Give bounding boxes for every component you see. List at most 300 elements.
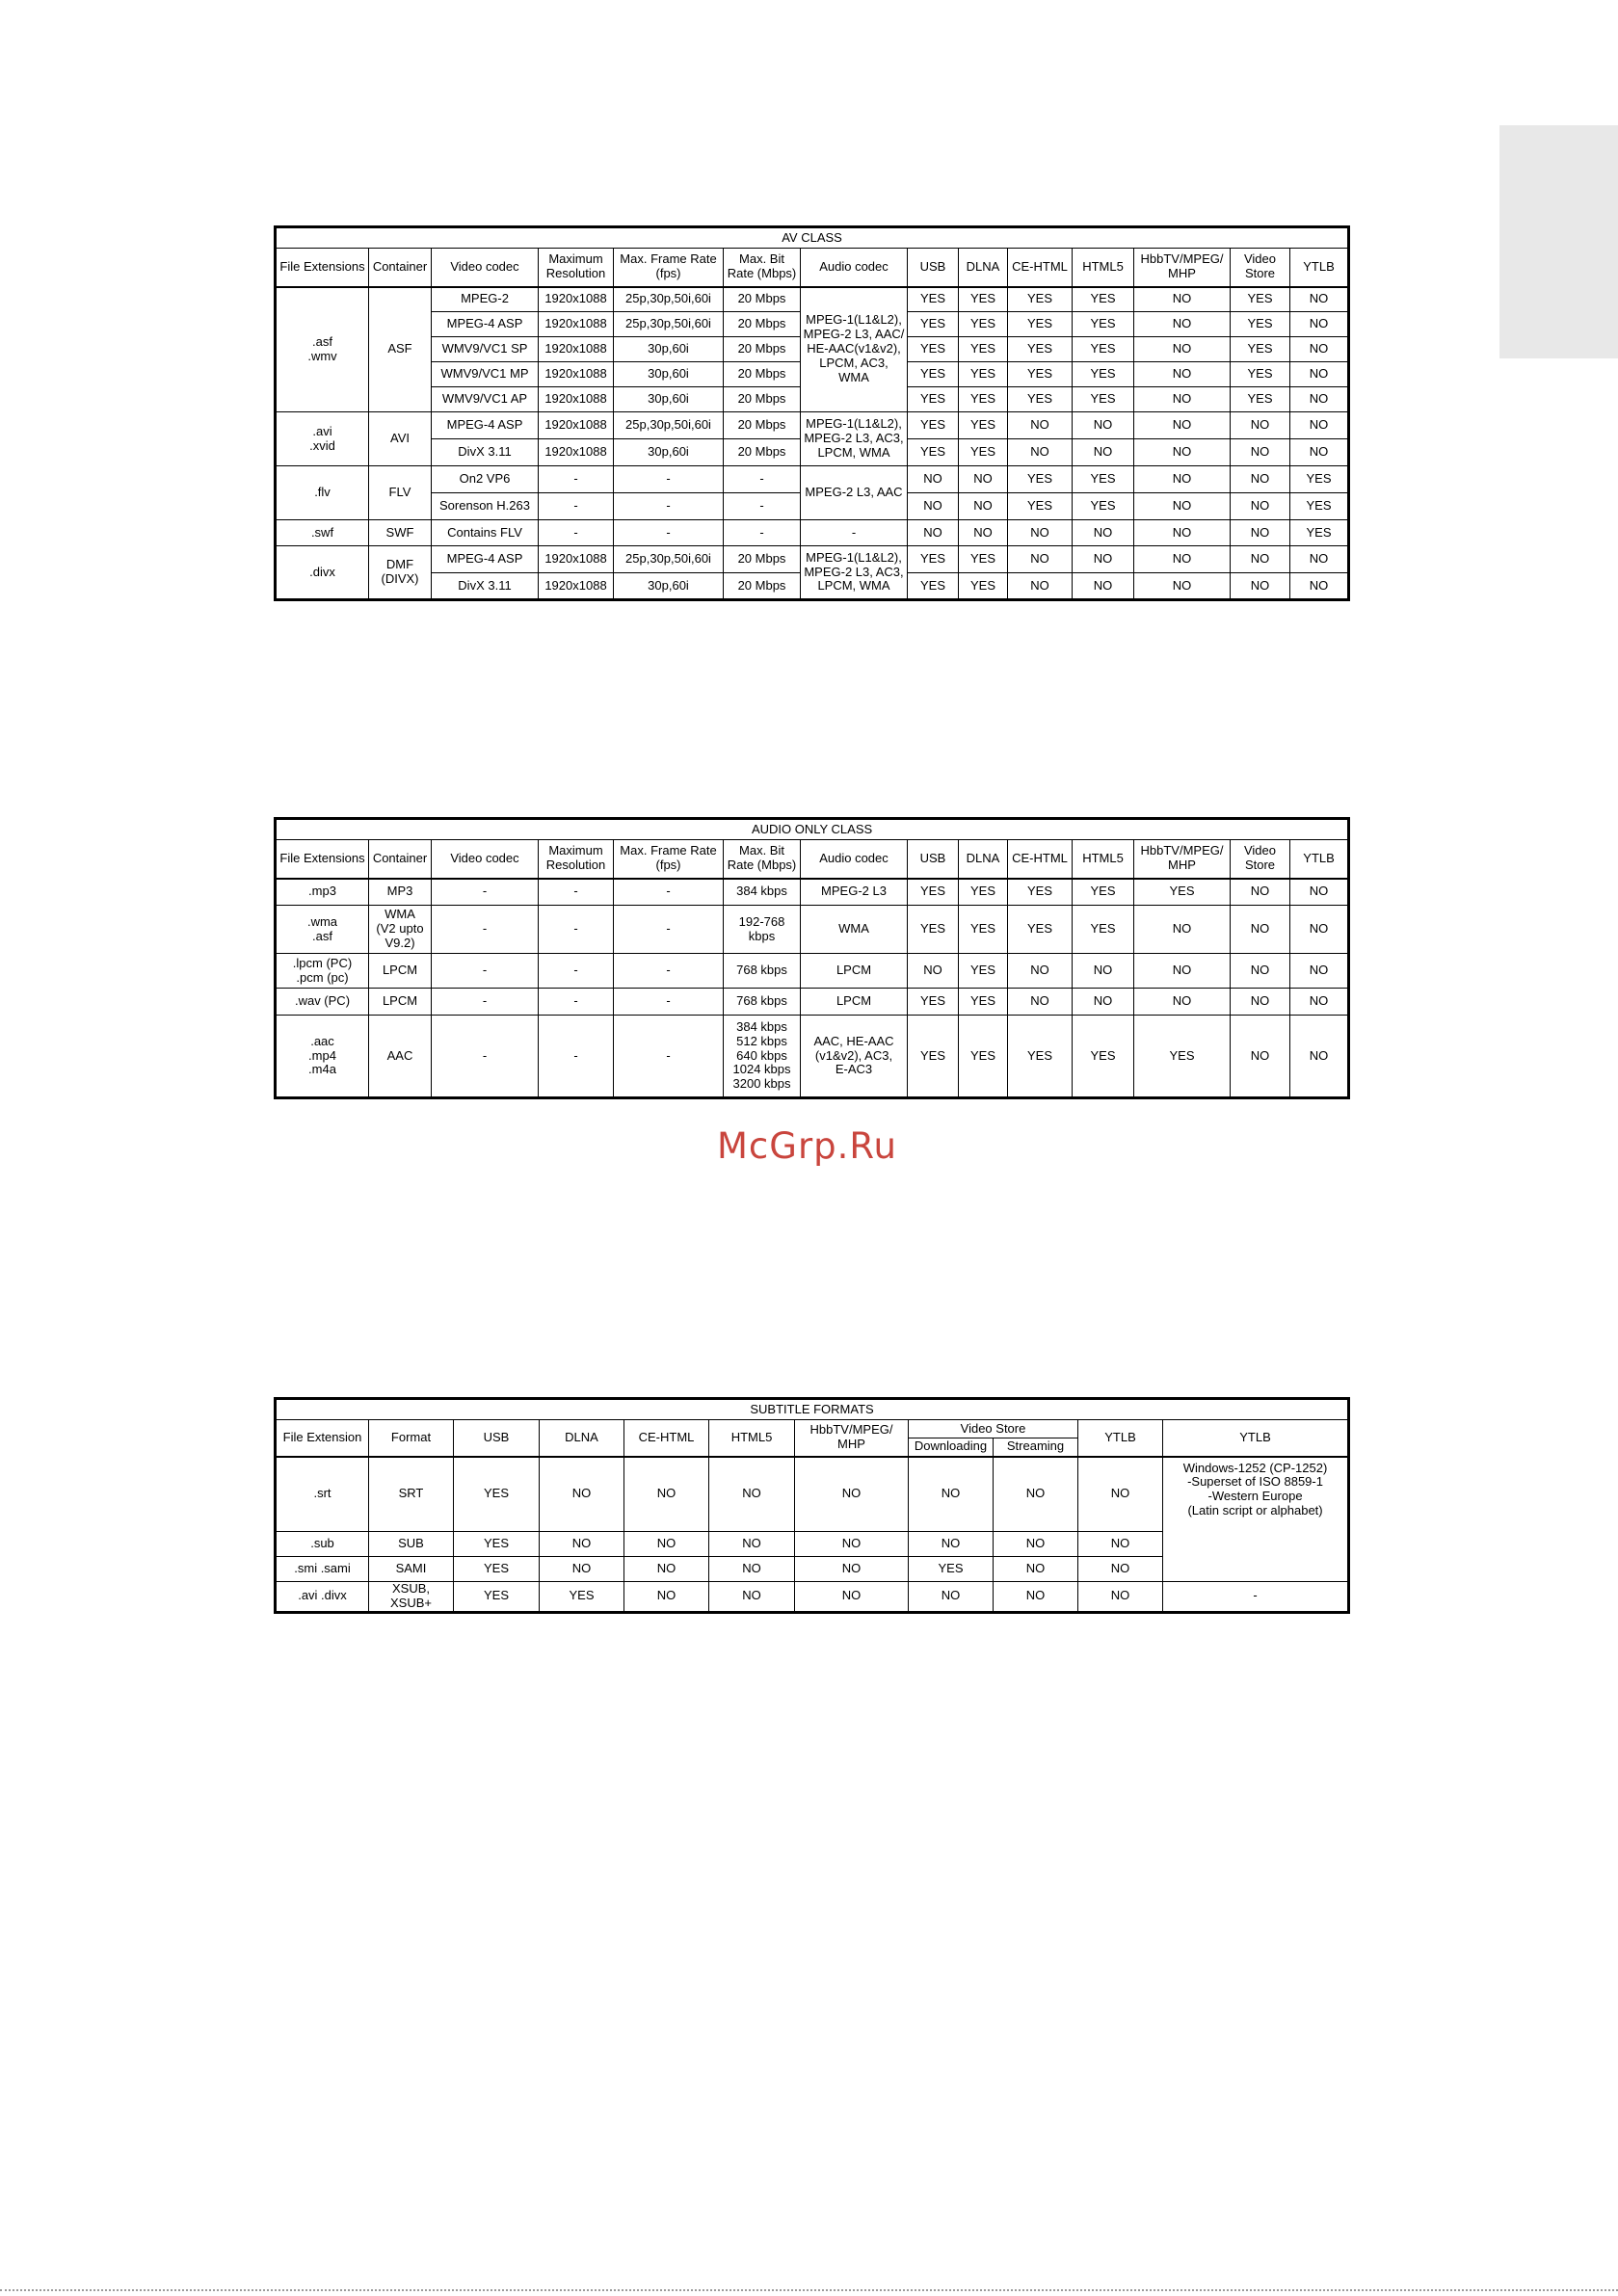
- column-header: Max. Frame Rate (fps): [614, 249, 724, 287]
- column-header: CE-HTML: [1008, 249, 1073, 287]
- column-header: CE-HTML: [624, 1420, 709, 1457]
- support-flag-cell: YES: [908, 387, 959, 412]
- column-header: Max. Bit Rate (Mbps): [724, 840, 801, 879]
- video-codec-cell: MPEG-4 ASP: [432, 412, 539, 439]
- support-flag-cell: YES: [959, 337, 1008, 362]
- table-cell: NO: [795, 1557, 909, 1582]
- support-flag-cell: NO: [1290, 287, 1349, 312]
- table-cell: NO: [795, 1457, 909, 1532]
- table-cell: NO: [994, 1457, 1078, 1532]
- table-cell: NO: [1073, 989, 1134, 1016]
- table-cell: NO: [1078, 1532, 1163, 1557]
- table-cell: 384 kbps: [724, 879, 801, 906]
- table-cell: NO: [1290, 989, 1349, 1016]
- container-cell: DMF (DIVX): [369, 546, 432, 600]
- table-cell: -: [539, 989, 614, 1016]
- column-header: HbbTV/MPEG/ MHP: [795, 1420, 909, 1457]
- bit-rate-cell: -: [724, 520, 801, 546]
- video-codec-cell: Sorenson H.263: [432, 493, 539, 520]
- support-flag-cell: NO: [1008, 573, 1073, 600]
- table-cell: NO: [908, 954, 959, 989]
- bit-rate-cell: 20 Mbps: [724, 287, 801, 312]
- table-title: AUDIO ONLY CLASS: [276, 819, 1349, 840]
- table-cell: -: [432, 954, 539, 989]
- table-row: [276, 954, 1349, 989]
- table-cell: YES: [908, 1016, 959, 1098]
- table-cell: NO: [624, 1582, 709, 1613]
- support-flag-cell: YES: [1231, 362, 1290, 387]
- table-cell: NO: [709, 1557, 795, 1582]
- column-header: HbbTV/MPEG/ MHP: [1134, 840, 1231, 879]
- support-flag-cell: YES: [959, 439, 1008, 466]
- table-cell: NO: [994, 1557, 1078, 1582]
- support-flag-cell: YES: [959, 362, 1008, 387]
- table-cell: NO: [795, 1582, 909, 1613]
- support-flag-cell: YES: [1008, 387, 1073, 412]
- support-flag-cell: YES: [1290, 466, 1349, 493]
- audio-codec-cell: -: [801, 520, 908, 546]
- table-row: [276, 1016, 1349, 1098]
- support-flag-cell: NO: [1073, 439, 1134, 466]
- resolution-cell: 1920x1088: [539, 573, 614, 600]
- column-header: HbbTV/MPEG/ MHP: [1134, 249, 1231, 287]
- table-row: [276, 906, 1349, 954]
- bit-rate-cell: 20 Mbps: [724, 439, 801, 466]
- support-flag-cell: NO: [1008, 546, 1073, 573]
- support-flag-cell: YES: [959, 573, 1008, 600]
- table-cell: .sub: [276, 1532, 369, 1557]
- table-cell: AAC, HE-AAC (v1&v2), AC3, E-AC3: [801, 1016, 908, 1098]
- table-cell: NO: [1231, 954, 1290, 989]
- av-class-table: [274, 225, 1350, 601]
- bit-rate-cell: 20 Mbps: [724, 573, 801, 600]
- support-flag-cell: YES: [1073, 387, 1134, 412]
- support-flag-cell: YES: [1073, 362, 1134, 387]
- table-cell: NO: [909, 1582, 994, 1613]
- support-flag-cell: NO: [1290, 387, 1349, 412]
- support-flag-cell: YES: [908, 439, 959, 466]
- container-cell: FLV: [369, 466, 432, 520]
- column-header: YTLB: [1290, 840, 1349, 879]
- frame-rate-cell: 30p,60i: [614, 362, 724, 387]
- ytlb-charset-note: Windows-1252 (CP-1252) -Superset of ISO 8859-1 -Western Europe (Latin script or alphabet): [1163, 1457, 1349, 1582]
- table-cell: .srt: [276, 1457, 369, 1532]
- resolution-cell: 1920x1088: [539, 312, 614, 337]
- file-extension-cell: .avi .xvid: [276, 412, 369, 466]
- column-header: File Extensions: [276, 249, 369, 287]
- table-cell: NO: [624, 1532, 709, 1557]
- support-flag-cell: NO: [1134, 520, 1231, 546]
- table-cell: NO: [1078, 1557, 1163, 1582]
- column-header: HTML5: [709, 1420, 795, 1457]
- table-cell: YES: [1073, 1016, 1134, 1098]
- table-cell: YES: [1008, 1016, 1073, 1098]
- footer-dotted-rule: [0, 2289, 1618, 2291]
- resolution-cell: 1920x1088: [539, 546, 614, 573]
- column-header: YTLB: [1290, 249, 1349, 287]
- support-flag-cell: YES: [908, 546, 959, 573]
- resolution-cell: 1920x1088: [539, 337, 614, 362]
- support-flag-cell: NO: [1231, 466, 1290, 493]
- table-cell: -: [614, 879, 724, 906]
- table-cell: WMA: [801, 906, 908, 954]
- video-codec-cell: MPEG-4 ASP: [432, 546, 539, 573]
- table-cell: YES: [908, 989, 959, 1016]
- support-flag-cell: NO: [1073, 520, 1134, 546]
- support-flag-cell: YES: [1073, 287, 1134, 312]
- table-cell: -: [432, 989, 539, 1016]
- table-row: [276, 1457, 1349, 1532]
- audio-codec-cell: MPEG-2 L3, AAC: [801, 466, 908, 520]
- column-header: Format: [369, 1420, 454, 1457]
- support-flag-cell: NO: [1134, 362, 1231, 387]
- support-flag-cell: NO: [908, 466, 959, 493]
- support-flag-cell: YES: [1290, 520, 1349, 546]
- support-flag-cell: YES: [1231, 312, 1290, 337]
- container-cell: AVI: [369, 412, 432, 466]
- column-header: File Extensions: [276, 840, 369, 879]
- table-cell: NO: [709, 1457, 795, 1532]
- table-cell: NO: [624, 1457, 709, 1532]
- table-cell: -: [432, 879, 539, 906]
- table-title: SUBTITLE FORMATS: [276, 1399, 1349, 1420]
- video-codec-cell: Contains FLV: [432, 520, 539, 546]
- support-flag-cell: NO: [959, 466, 1008, 493]
- bit-rate-cell: 20 Mbps: [724, 312, 801, 337]
- table-cell: NO: [1073, 954, 1134, 989]
- table-cell: WMA (V2 upto V9.2): [369, 906, 432, 954]
- support-flag-cell: NO: [959, 520, 1008, 546]
- resolution-cell: 1920x1088: [539, 362, 614, 387]
- table-cell: YES: [1008, 879, 1073, 906]
- table-row: [276, 879, 1349, 906]
- table-cell: -: [539, 954, 614, 989]
- support-flag-cell: NO: [1073, 412, 1134, 439]
- support-flag-cell: YES: [908, 287, 959, 312]
- support-flag-cell: NO: [1290, 312, 1349, 337]
- table-cell: -: [432, 1016, 539, 1098]
- support-flag-cell: NO: [1134, 387, 1231, 412]
- resolution-cell: -: [539, 520, 614, 546]
- frame-rate-cell: 30p,60i: [614, 337, 724, 362]
- support-flag-cell: NO: [1134, 287, 1231, 312]
- table-cell: -: [614, 989, 724, 1016]
- support-flag-cell: YES: [959, 546, 1008, 573]
- support-flag-cell: NO: [1073, 546, 1134, 573]
- table-cell: NO: [1078, 1582, 1163, 1613]
- table-cell: 192-768 kbps: [724, 906, 801, 954]
- support-flag-cell: YES: [1290, 493, 1349, 520]
- file-extension-cell: .divx: [276, 546, 369, 600]
- table-cell: 768 kbps: [724, 954, 801, 989]
- support-flag-cell: NO: [1290, 573, 1349, 600]
- support-flag-cell: YES: [908, 312, 959, 337]
- table-cell: LPCM: [801, 989, 908, 1016]
- support-flag-cell: NO: [1290, 546, 1349, 573]
- table-cell: MP3: [369, 879, 432, 906]
- frame-rate-cell: 30p,60i: [614, 387, 724, 412]
- support-flag-cell: YES: [959, 312, 1008, 337]
- resolution-cell: -: [539, 493, 614, 520]
- support-flag-cell: YES: [1008, 287, 1073, 312]
- column-header: YTLB: [1163, 1420, 1349, 1457]
- frame-rate-cell: 30p,60i: [614, 439, 724, 466]
- bit-rate-cell: 20 Mbps: [724, 546, 801, 573]
- support-flag-cell: YES: [908, 573, 959, 600]
- table-cell: .lpcm (PC) .pcm (pc): [276, 954, 369, 989]
- table-cell: NO: [709, 1532, 795, 1557]
- table-cell: 384 kbps 512 kbps 640 kbps 1024 kbps 3200 kbps: [724, 1016, 801, 1098]
- subtitle-formats-table: [274, 1397, 1350, 1614]
- column-header: Maximum Resolution: [539, 840, 614, 879]
- support-flag-cell: NO: [1231, 546, 1290, 573]
- table-cell: YES: [1008, 906, 1073, 954]
- table-row: [276, 466, 1349, 493]
- support-flag-cell: NO: [1231, 493, 1290, 520]
- bit-rate-cell: 20 Mbps: [724, 362, 801, 387]
- table-cell: NO: [1078, 1457, 1163, 1532]
- support-flag-cell: YES: [1008, 466, 1073, 493]
- table-cell: -: [432, 906, 539, 954]
- table-cell: YES: [1134, 879, 1231, 906]
- table-cell: LPCM: [801, 954, 908, 989]
- table-cell: NO: [1231, 879, 1290, 906]
- support-flag-cell: NO: [959, 493, 1008, 520]
- table-cell: YES: [1073, 906, 1134, 954]
- container-cell: SWF: [369, 520, 432, 546]
- table-cell: NO: [1008, 989, 1073, 1016]
- video-codec-cell: DivX 3.11: [432, 439, 539, 466]
- table-cell: NO: [1290, 879, 1349, 906]
- frame-rate-cell: -: [614, 493, 724, 520]
- support-flag-cell: NO: [1134, 546, 1231, 573]
- table-cell: AAC: [369, 1016, 432, 1098]
- table-cell: .avi .divx: [276, 1582, 369, 1613]
- bit-rate-cell: 20 Mbps: [724, 412, 801, 439]
- support-flag-cell: YES: [1008, 337, 1073, 362]
- table-cell: NO: [540, 1532, 624, 1557]
- table-cell: NO: [795, 1532, 909, 1557]
- table-cell: NO: [994, 1532, 1078, 1557]
- audio-codec-cell: MPEG-1(L1&L2), MPEG-2 L3, AC3, LPCM, WMA: [801, 546, 908, 600]
- video-codec-cell: DivX 3.11: [432, 573, 539, 600]
- table-cell: NO: [1231, 906, 1290, 954]
- table-row: [276, 546, 1349, 573]
- support-flag-cell: NO: [1134, 337, 1231, 362]
- video-codec-cell: WMV9/VC1 SP: [432, 337, 539, 362]
- table-row: [276, 520, 1349, 546]
- table-cell: .wma .asf: [276, 906, 369, 954]
- frame-rate-cell: 25p,30p,50i,60i: [614, 546, 724, 573]
- file-extension-cell: .asf .wmv: [276, 287, 369, 412]
- file-extension-cell: .flv: [276, 466, 369, 520]
- audio-codec-cell: MPEG-1(L1&L2), MPEG-2 L3, AC3, LPCM, WMA: [801, 412, 908, 466]
- support-flag-cell: YES: [959, 412, 1008, 439]
- support-flag-cell: NO: [1134, 466, 1231, 493]
- support-flag-cell: YES: [1008, 362, 1073, 387]
- support-flag-cell: YES: [1073, 337, 1134, 362]
- video-codec-cell: MPEG-2: [432, 287, 539, 312]
- support-flag-cell: NO: [1134, 439, 1231, 466]
- table-cell: YES: [959, 954, 1008, 989]
- table-cell: YES: [454, 1557, 540, 1582]
- support-flag-cell: YES: [908, 337, 959, 362]
- column-header: DLNA: [959, 249, 1008, 287]
- column-subheader: Streaming: [994, 1438, 1078, 1457]
- table-cell: -: [614, 954, 724, 989]
- support-flag-cell: YES: [908, 362, 959, 387]
- video-codec-cell: On2 VP6: [432, 466, 539, 493]
- column-header: USB: [908, 840, 959, 879]
- resolution-cell: 1920x1088: [539, 387, 614, 412]
- table-cell: NO: [1134, 989, 1231, 1016]
- support-flag-cell: NO: [1290, 439, 1349, 466]
- table-cell: LPCM: [369, 954, 432, 989]
- table-cell: NO: [1134, 906, 1231, 954]
- column-header: YTLB: [1078, 1420, 1163, 1457]
- audio-only-class-table: [274, 817, 1350, 1099]
- support-flag-cell: YES: [1008, 312, 1073, 337]
- table-cell: NO: [909, 1457, 994, 1532]
- table-cell: NO: [1231, 989, 1290, 1016]
- support-flag-cell: NO: [1008, 439, 1073, 466]
- table-cell: NO: [1231, 1016, 1290, 1098]
- support-flag-cell: YES: [1231, 387, 1290, 412]
- column-subheader: Downloading: [909, 1438, 994, 1457]
- table-cell: YES: [1073, 879, 1134, 906]
- column-header: Max. Bit Rate (Mbps): [724, 249, 801, 287]
- frame-rate-cell: -: [614, 466, 724, 493]
- table-cell: NO: [540, 1457, 624, 1532]
- support-flag-cell: YES: [959, 287, 1008, 312]
- column-header: Container: [369, 249, 432, 287]
- support-flag-cell: NO: [1134, 493, 1231, 520]
- table-cell: SUB: [369, 1532, 454, 1557]
- table-cell: -: [614, 906, 724, 954]
- video-codec-cell: MPEG-4 ASP: [432, 312, 539, 337]
- table-cell: LPCM: [369, 989, 432, 1016]
- column-header: USB: [908, 249, 959, 287]
- column-header: Video Store: [1231, 840, 1290, 879]
- table-cell: -: [539, 906, 614, 954]
- frame-rate-cell: 30p,60i: [614, 573, 724, 600]
- table-cell: YES: [959, 906, 1008, 954]
- side-tab-marker: [1499, 125, 1618, 358]
- table-cell: YES: [959, 1016, 1008, 1098]
- column-header: CE-HTML: [1008, 840, 1073, 879]
- support-flag-cell: NO: [1231, 412, 1290, 439]
- column-header: Container: [369, 840, 432, 879]
- frame-rate-cell: 25p,30p,50i,60i: [614, 287, 724, 312]
- table-cell: MPEG-2 L3: [801, 879, 908, 906]
- support-flag-cell: YES: [908, 412, 959, 439]
- support-flag-cell: NO: [1231, 573, 1290, 600]
- table-cell: YES: [959, 989, 1008, 1016]
- column-header: Video Store: [1231, 249, 1290, 287]
- table-cell: NO: [1290, 906, 1349, 954]
- table-cell: -: [539, 879, 614, 906]
- table-cell: .smi .sami: [276, 1557, 369, 1582]
- table-cell: YES: [909, 1557, 994, 1582]
- column-header: Audio codec: [801, 840, 908, 879]
- support-flag-cell: NO: [1231, 439, 1290, 466]
- support-flag-cell: YES: [1073, 312, 1134, 337]
- table-row: [276, 989, 1349, 1016]
- column-header: Maximum Resolution: [539, 249, 614, 287]
- table-cell: NO: [1290, 954, 1349, 989]
- support-flag-cell: YES: [1231, 337, 1290, 362]
- frame-rate-cell: 25p,30p,50i,60i: [614, 412, 724, 439]
- bit-rate-cell: -: [724, 466, 801, 493]
- table-cell: NO: [540, 1557, 624, 1582]
- support-flag-cell: NO: [908, 520, 959, 546]
- table-cell: SAMI: [369, 1557, 454, 1582]
- column-header: File Extension: [276, 1420, 369, 1457]
- table-cell: .aac .mp4 .m4a: [276, 1016, 369, 1098]
- table-row: [276, 1582, 1349, 1613]
- table-cell: NO: [1008, 954, 1073, 989]
- support-flag-cell: NO: [1290, 362, 1349, 387]
- table-row: [276, 287, 1349, 312]
- table-cell: NO: [624, 1557, 709, 1582]
- table-cell: YES: [454, 1457, 540, 1532]
- support-flag-cell: NO: [1008, 520, 1073, 546]
- table-cell: NO: [1134, 954, 1231, 989]
- table-cell: YES: [454, 1582, 540, 1613]
- audio-codec-cell: MPEG-1(L1&L2), MPEG-2 L3, AAC/ HE-AAC(v1&v2), LPCM, AC3, WMA: [801, 287, 908, 412]
- support-flag-cell: NO: [908, 493, 959, 520]
- table-cell: YES: [959, 879, 1008, 906]
- table-row: [276, 412, 1349, 439]
- video-codec-cell: WMV9/VC1 MP: [432, 362, 539, 387]
- table-cell: .wav (PC): [276, 989, 369, 1016]
- support-flag-cell: YES: [1073, 493, 1134, 520]
- column-header: Max. Frame Rate (fps): [614, 840, 724, 879]
- bit-rate-cell: 20 Mbps: [724, 387, 801, 412]
- support-flag-cell: NO: [1231, 520, 1290, 546]
- resolution-cell: -: [539, 466, 614, 493]
- table-cell: NO: [709, 1582, 795, 1613]
- table-cell: XSUB, XSUB+: [369, 1582, 454, 1613]
- table-cell: -: [539, 1016, 614, 1098]
- ytlb-charset-note: -: [1163, 1582, 1349, 1613]
- resolution-cell: 1920x1088: [539, 412, 614, 439]
- container-cell: ASF: [369, 287, 432, 412]
- column-header: USB: [454, 1420, 540, 1457]
- support-flag-cell: YES: [1073, 466, 1134, 493]
- column-header: HTML5: [1073, 840, 1134, 879]
- column-header: DLNA: [540, 1420, 624, 1457]
- column-header: DLNA: [959, 840, 1008, 879]
- table-cell: NO: [1290, 1016, 1349, 1098]
- table-cell: YES: [540, 1582, 624, 1613]
- table-cell: YES: [908, 906, 959, 954]
- bit-rate-cell: -: [724, 493, 801, 520]
- support-flag-cell: NO: [1134, 412, 1231, 439]
- column-header: Audio codec: [801, 249, 908, 287]
- table-cell: SRT: [369, 1457, 454, 1532]
- table-title: AV CLASS: [276, 227, 1349, 249]
- table-cell: -: [614, 1016, 724, 1098]
- table-cell: YES: [1134, 1016, 1231, 1098]
- table-cell: YES: [454, 1532, 540, 1557]
- support-flag-cell: YES: [1231, 287, 1290, 312]
- column-header: Video codec: [432, 249, 539, 287]
- file-extension-cell: .swf: [276, 520, 369, 546]
- resolution-cell: 1920x1088: [539, 287, 614, 312]
- support-flag-cell: NO: [1290, 337, 1349, 362]
- support-flag-cell: NO: [1073, 573, 1134, 600]
